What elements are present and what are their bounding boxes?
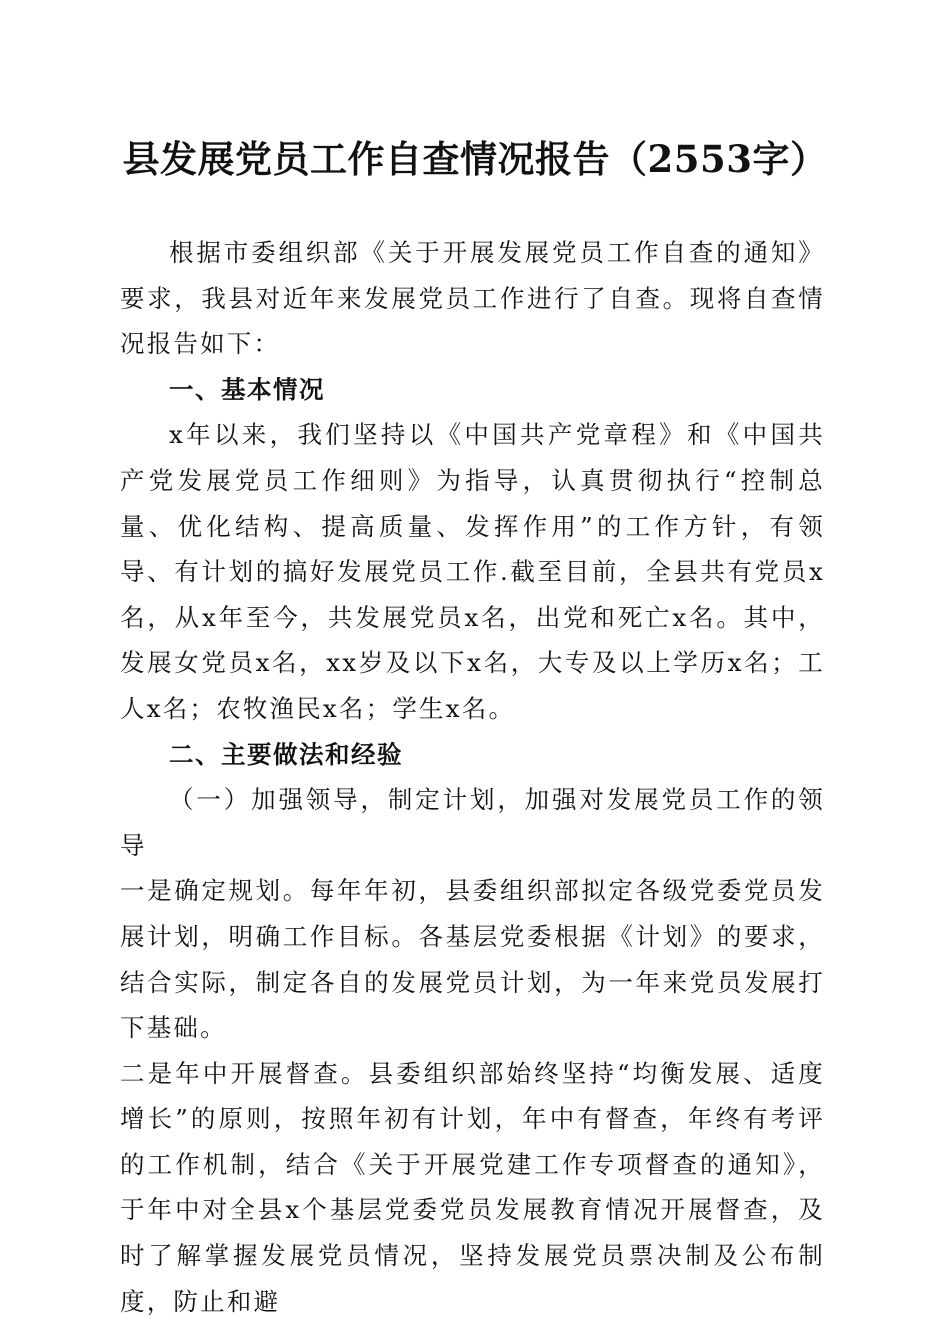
intro-paragraph: 根据市委组织部《关于开展发展党员工作自查的通知》要求，我县对近年来发展党员工作进行了自查。现将自查情况报告如下：	[120, 238, 825, 359]
document-body	[120, 230, 825, 1324]
document-title: 县发展党员工作自查情况报告（2553字）	[122, 137, 828, 181]
section-heading-basic-situation: 一、基本情况	[169, 374, 325, 404]
subsection-heading-leadership: （一）加强领导，制定计划，加强对发展党员工作的领导	[120, 785, 825, 860]
basic-situation-paragraph: x年以来，我们坚持以《中国共产党章程》和《中国共产党发展党员工作细则》为指导，认真贯彻执行“控制总量、优化结构、提高质量、发挥作用”的工作方针，有领导、有计划的搞好发展党员工作.截至目前，全县共有党员x名，从x年至今，共发展党员x名，出党和死亡x名。其中，发展女党员x名，xx岁及以下x名，大专及以上学历x名；工人x名；农牧渔民x名；学生x名。	[120, 420, 825, 723]
section-heading-main-practices: 二、主要做法和经验	[169, 739, 403, 769]
point-two-paragraph: 二是年中开展督查。县委组织部始终坚持“均衡发展、适度增长”的原则，按照年初有计划，年中有督查，年终有考评的工作机制，结合《关于开展党建工作专项督查的通知》，于年中对全县x个基层党委党员发展教育情况开展督查，及时了解掌握发展党员情况，坚持发展党员票决制及公布制度，防止和避	[120, 1058, 825, 1316]
point-one-paragraph: 一是确定规划。每年年初，县委组织部拟定各级党委党员发展计划，明确工作目标。各基层党委根据《计划》的要求，结合实际，制定各自的发展党员计划，为一年来党员发展打下基础。	[120, 876, 825, 1043]
